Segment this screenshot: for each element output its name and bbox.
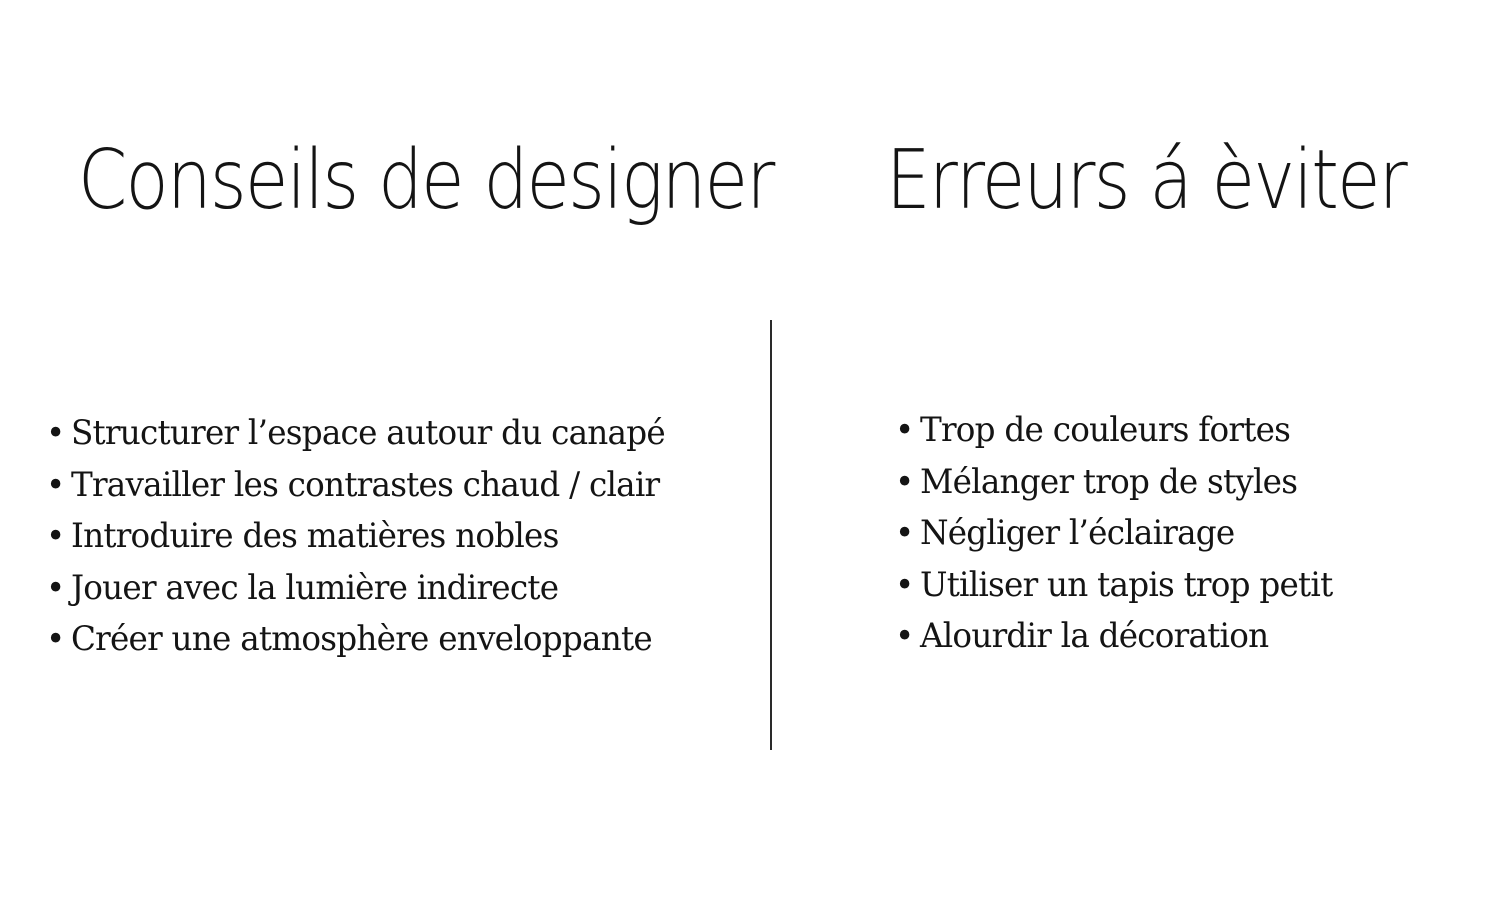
list-item-text: Créer une atmosphère enveloppante [70,619,652,659]
bullet: • [46,619,65,659]
mistakes-to-avoid-heading: Erreurs á èviter [886,133,1407,228]
list-item [895,611,1332,663]
list-item-text: Jouer avec la lumière indirecte [70,567,559,608]
list-item [46,408,665,460]
bullet: • [895,461,914,502]
list-item-text: Mélanger trop de styles [919,461,1298,502]
list-item-text: Structurer l’espace autour du canapé [70,413,665,453]
bullet: • [46,413,65,453]
list-item [895,508,1332,560]
list-item-text: Négliger l’éclairage [919,513,1235,553]
bullet: • [46,516,65,556]
list-item [895,560,1332,612]
designer-tips-heading: Conseils de designer [78,133,774,228]
bullet: • [895,564,914,605]
list-item [895,405,1332,457]
list-item [46,460,665,512]
list-item-text: Introduire des matières nobles [70,516,559,556]
list-item [895,457,1332,509]
list-item-text: Alourdir la décoration [919,616,1269,656]
bullet: • [46,464,65,505]
bullet: • [895,616,914,656]
designer-tips-list [46,408,691,666]
list-item [46,511,665,563]
column-divider [770,320,772,750]
list-item [46,614,665,666]
mistakes-list [895,405,1351,663]
list-item-text: Trop de couleurs fortes [919,410,1291,450]
bullet: • [46,567,65,608]
list-item-text: Travailler les contrastes chaud / clair [70,464,660,505]
list-item-text: Utiliser un tapis trop petit [919,564,1333,605]
bullet: • [895,410,914,450]
bullet: • [895,513,914,553]
list-item [46,563,665,615]
